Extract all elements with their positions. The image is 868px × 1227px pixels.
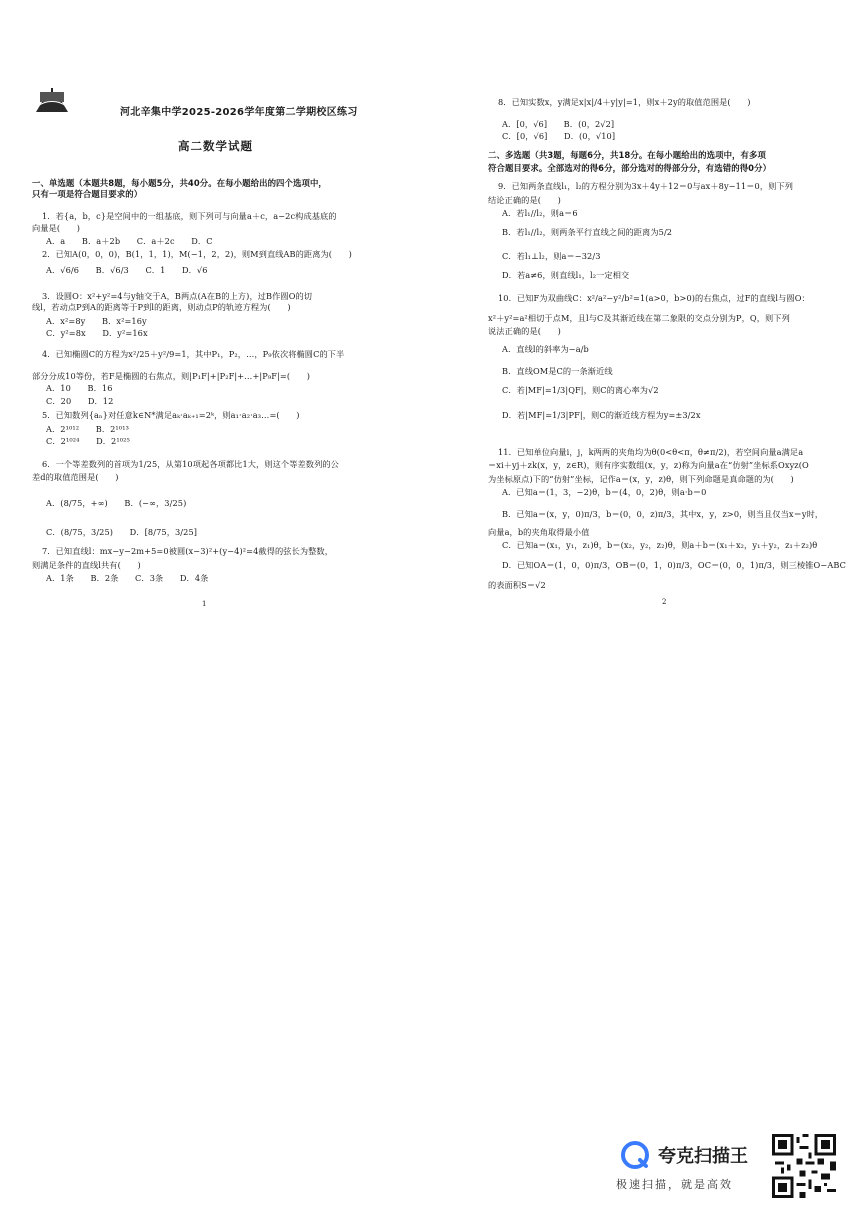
question-line: 说法正确的是( ) bbox=[488, 326, 561, 336]
question-line: 7．已知直线l：mx−y−2m+5=0被圆(x−3)²+(y−4)²=4截得的弦长为整数， bbox=[42, 546, 334, 556]
question-line: x²＋y²=a²相切于点M，且l与C及其渐近线在第二象限的交点分别为P，Q，则下列 bbox=[488, 313, 790, 323]
question-line: A．a B．a＋2b C．a＋2c D．C bbox=[46, 236, 213, 246]
question-line: A．1条 B．2条 C．3条 D．4条 bbox=[46, 573, 209, 583]
question-line: A．若l₁//l₂，则a＝6 bbox=[502, 208, 578, 218]
right-page bbox=[488, 0, 846, 1227]
question-line: 2．已知A(0，0，0)，B(1，1，1)，M(−1，2，2)，则M到直线AB的距离为( ) bbox=[42, 249, 352, 259]
question-line: 的表面积S＝√2 bbox=[488, 580, 546, 590]
question-line: C．若|MF|=1/3|QF|，则C的离心率为√2 bbox=[502, 385, 659, 395]
question-line: D．已知OA＝(1，0，0)π/3，OB＝(0，1，0)π/3，OC＝(0，0，1)π/3，则三棱锥O−ABC bbox=[502, 560, 846, 570]
question-line: D．若a≠6，则直线l₁，l₂一定相交 bbox=[502, 270, 630, 280]
question-line: C．[0，√6] D．(0，√10] bbox=[502, 131, 616, 141]
question-line: 1．若{a，b，c}是空间中的一组基底，则下列可与向量a＋c，a−2c构成基底的 bbox=[42, 211, 337, 221]
left-page bbox=[32, 0, 424, 1227]
page-number-right: 2 bbox=[662, 598, 667, 606]
question-line: 8．已知实数x，y满足x|x|/4＋y|y|=1，则x＋2y的取值范围是( ) bbox=[498, 97, 751, 107]
question-line: 则满足条件的直线l共有( ) bbox=[32, 560, 141, 570]
question-line: 二、多选题（共3题，每题6分，共18分。在每小题给出的选项中，有多项 bbox=[488, 150, 766, 160]
question-line: A．(8/75，+∞) B．(−∞，3/25) bbox=[46, 498, 187, 508]
school-title: 河北辛集中学2025-2026学年度第二学期校区练习 bbox=[120, 107, 358, 118]
brand-name: 夸克扫描王 bbox=[658, 1146, 748, 1167]
scanner-logo-icon bbox=[620, 1140, 650, 1170]
question-line: A．[0，√6] B．(0，2√2] bbox=[502, 119, 615, 129]
question-line: C．(8/75，3/25) D．[8/75，3/25] bbox=[46, 527, 198, 537]
page-number-left: 1 bbox=[202, 600, 207, 608]
school-logo-icon bbox=[32, 86, 72, 116]
question-line: 11．已知单位向量i，j，k两两的夹角均为θ(0<θ<π，θ≠π/2)，若空间向量a满足a bbox=[498, 447, 804, 457]
question-line: 3．设圆O：x²+y²=4与y轴交于A，B两点(A在B的上方)，过B作圆O的切 bbox=[42, 291, 313, 301]
question-line: A．直线l的斜率为−a/b bbox=[502, 344, 589, 354]
question-line: ＝xi＋yj＋zk(x，y，z∈R)，则有序实数组(x，y，z)称为向量a在“仿射”坐标系Oxyz(O bbox=[488, 460, 809, 470]
question-line: A．已知a＝(1，3，−2)θ，b＝(4，0，2)θ，则a·b＝0 bbox=[502, 487, 707, 497]
question-line: 4．已知椭圆C的方程为x²/25＋y²/9=1，其中P₁，P₂，…，P₉依次将椭圆C的下半 bbox=[42, 349, 345, 359]
question-line: 部分分成10等份，若F是椭圆的右焦点，则|P₁F|+|P₂F|+…+|P₉F|=( ) bbox=[32, 371, 311, 381]
question-line: 符合题目要求。全部选对的得6分，部分选对的得部分分，有选错的得0分） bbox=[488, 163, 772, 173]
scanner-watermark bbox=[616, 1138, 766, 1198]
question-line: A．2¹⁰¹² B．2¹⁰¹³ bbox=[46, 424, 129, 434]
question-line: C．20 D．12 bbox=[46, 396, 114, 406]
question-line: 向量是( ) bbox=[32, 223, 81, 233]
question-line: 5．已知数列{aₙ}对任意k∈N*满足aₖ·aₖ₊₁=2ᵏ，则a₁·a₂·a₃…=( ) bbox=[42, 410, 300, 420]
question-line: B．已知a＝(x，y，0)π/3，b＝(0，0，z)π/3，其中x，y，z>0，则当且仅当x＝y时， bbox=[502, 509, 824, 519]
brand-slogan: 极速扫描，就是高效 bbox=[616, 1178, 733, 1191]
question-line: 一、单选题（本题共8题，每小题5分，共40分。在每小题给出的四个选项中， bbox=[32, 178, 327, 188]
question-line: 线l，若动点P到A的距离等于P到l的距离，则动点P的轨迹方程为( ) bbox=[32, 302, 291, 312]
question-line: 结论正确的是( ) bbox=[488, 195, 561, 205]
question-line: 只有一项是符合题目要求的） bbox=[32, 189, 143, 199]
question-line: B．直线OM是C的一条渐近线 bbox=[502, 366, 613, 376]
question-line: 10．已知F为双曲线C：x²/a²−y²/b²=1(a>0，b>0)的右焦点，过F的直线l与圆O： bbox=[498, 293, 810, 303]
question-line: 6．一个等差数列的首项为1/25，从第10项起各项都比1大，则这个等差数列的公 bbox=[42, 459, 339, 469]
exam-title: 高二数学试题 bbox=[178, 139, 253, 153]
question-line: A．√6/6 B．√6/3 C．1 D．√6 bbox=[46, 265, 208, 275]
question-line: C．若l₁⊥l₂，则a＝−32/3 bbox=[502, 251, 601, 261]
qr-code-icon bbox=[772, 1134, 836, 1198]
question-line: A．x²=8y B．x²=16y bbox=[46, 316, 147, 326]
question-line: 为坐标原点)下的“仿射”坐标，记作a＝(x，y，z)θ，则下列命题是真命题的为( ) bbox=[488, 474, 794, 484]
question-line: D．若|MF|=1/3|PF|，则C的渐近线方程为y=±3/2x bbox=[502, 410, 701, 420]
question-line: 差d的取值范围是( ) bbox=[32, 472, 119, 482]
question-line: 向量a，b的夹角取得最小值 bbox=[488, 527, 590, 537]
question-line: A．10 B．16 bbox=[46, 383, 113, 393]
question-line: C．y²=8x D．y²=16x bbox=[46, 328, 148, 338]
question-line: C．2¹⁰²⁴ D．2¹⁰²⁵ bbox=[46, 436, 130, 446]
question-line: C．已知a＝(x₁，y₁，z₁)θ，b＝(x₂，y₂，z₂)θ，则a＋b＝(x₁＋x₂，y₁＋y₂，z₁＋z₂)θ bbox=[502, 540, 818, 550]
question-line: 9．已知两条直线l₁，l₂的方程分别为3x＋4y＋12＝0与ax＋8y−11＝0，则下列 bbox=[498, 181, 794, 191]
question-line: B．若l₁//l₂，则两条平行直线之间的距离为5/2 bbox=[502, 227, 673, 237]
